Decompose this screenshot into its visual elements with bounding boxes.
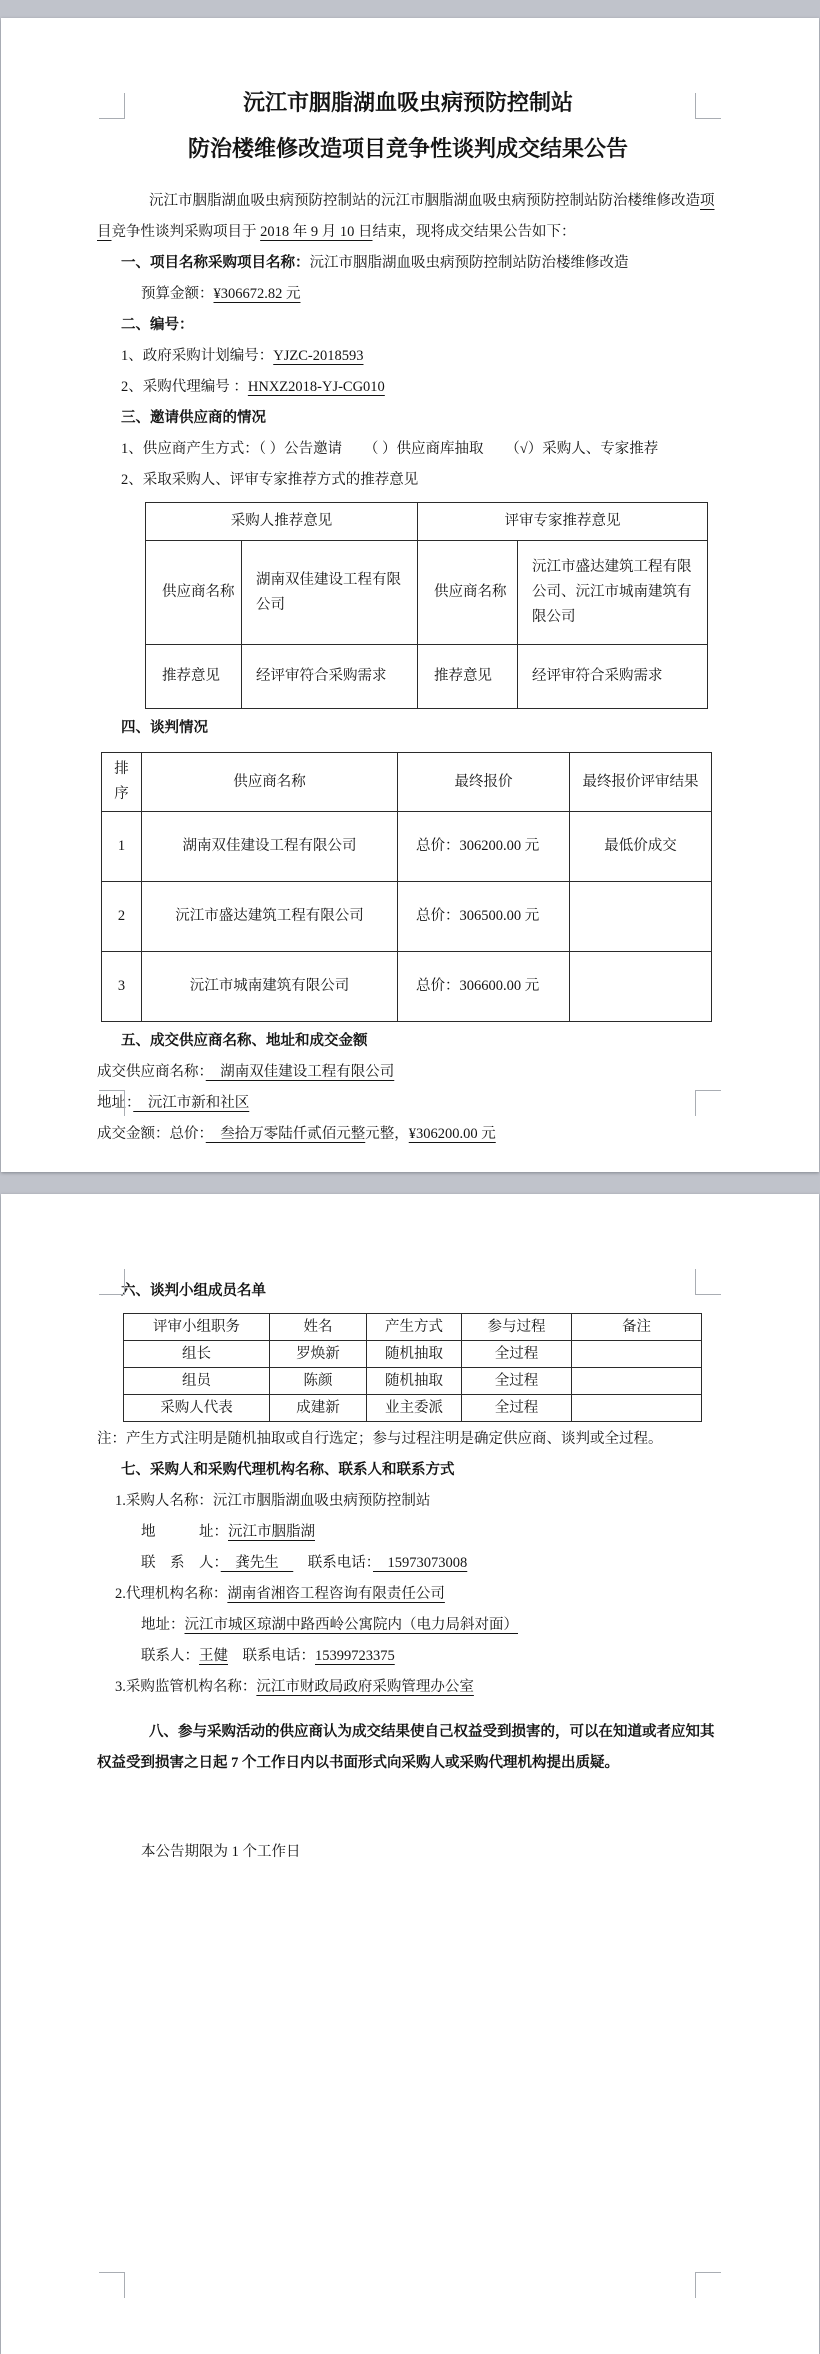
plan-number-line — [121, 341, 719, 372]
title-line-1: 沅江市胭脂湖血吸虫病预防控制站 — [242, 90, 573, 115]
table-cell: 总价：306500.00 元 — [398, 882, 570, 952]
table-cell: 罗焕新 — [270, 1341, 367, 1368]
table-cell: 经评审符合采购需求 — [242, 645, 418, 709]
agent-phone-value: 15399723375 — [315, 1648, 395, 1664]
table-row — [124, 1341, 702, 1368]
table-cell: 评审专家推荐意见 — [418, 503, 708, 541]
table-cell: 采购人代表 — [124, 1395, 270, 1422]
table-cell — [570, 882, 712, 952]
table-cell: 总价：306200.00 元 — [398, 812, 570, 882]
table-cell — [572, 1395, 702, 1422]
agent-address-line — [141, 1610, 719, 1641]
winner-name-label: 成交供应商名称： — [97, 1064, 206, 1080]
agent-name-line — [115, 1579, 719, 1610]
table-cell: 随机抽取 — [367, 1368, 462, 1395]
section-2-heading: 二、编号： — [121, 317, 194, 333]
table-cell: 评审小组职务 — [124, 1314, 270, 1341]
buyer-address-value: 沅江市胭脂湖 — [228, 1524, 315, 1540]
section-1-value: 沅江市胭脂湖血吸虫病预防控制站防治楼维修改造 — [309, 255, 629, 271]
winner-name-value: 湖南双佳建设工程有限公司 — [205, 1064, 395, 1080]
table-cell: 湖南双佳建设工程有限公司 — [142, 812, 398, 882]
section-7-heading: 七、采购人和采购代理机构名称、联系人和联系方式 — [121, 1462, 455, 1478]
budget-value: ¥306672.82 元 — [213, 286, 301, 302]
table-row — [146, 645, 708, 709]
table-row — [102, 952, 712, 1022]
buyer-address-line — [141, 1517, 719, 1548]
table-cell: 供应商名称 — [146, 541, 242, 645]
page-2 — [1, 1194, 819, 2354]
section-4-heading: 四、谈判情况 — [121, 720, 208, 736]
table-cell: 总价：306600.00 元 — [398, 952, 570, 1022]
table-cell: 沅江市盛达建筑工程有限公司 — [142, 882, 398, 952]
page-margin-mark-bottom-left — [99, 1090, 125, 1116]
table-cell: 经评审符合采购需求 — [518, 645, 708, 709]
winner-address-line — [97, 1088, 719, 1119]
table-cell — [572, 1341, 702, 1368]
intro-text-3: 结束，现将成交结果公告如下： — [372, 224, 576, 240]
intro-text-2: 竞争性谈判采购项目于 — [111, 224, 261, 240]
table-cell: 随机抽取 — [367, 1341, 462, 1368]
plan-number-label: 1、政府采购计划编号： — [121, 348, 274, 364]
deal-amount-line — [97, 1119, 719, 1150]
table-cell: 供应商名称 — [142, 753, 398, 812]
table-cell — [572, 1368, 702, 1395]
table-cell: 排 序 — [102, 753, 142, 812]
buyer-contact-label: 联 系 人： — [141, 1555, 221, 1571]
intro-underline-project: 项目 — [97, 193, 715, 240]
announcement-period-line: 本公告期限为 1 个工作日 — [141, 1844, 301, 1860]
table-row — [124, 1368, 702, 1395]
buyer-name-value: 沅江市胭脂湖血吸虫病预防控制站 — [212, 1493, 431, 1509]
table-cell: 沅江市盛达建筑工程有限公司、沅江市城南建筑有限公司 — [518, 541, 708, 645]
table-cell: 最终报价 — [398, 753, 570, 812]
deal-amount-number: ¥306200.00 元 — [408, 1126, 496, 1142]
deal-amount-label: 成交金额：总价： — [97, 1126, 206, 1142]
buyer-contact-line — [141, 1548, 719, 1579]
section-6-heading: 六、谈判小组成员名单 — [121, 1283, 266, 1299]
winner-address-label: 地址： — [97, 1095, 134, 1111]
buyer-name-line — [115, 1486, 719, 1517]
table-cell: 陈颜 — [270, 1368, 367, 1395]
buyer-phone-value: 15973073008 — [373, 1555, 468, 1571]
table-cell: 2 — [102, 882, 142, 952]
agent-phone-label: 联系电话： — [228, 1648, 315, 1664]
section-8-paragraph: 八、参与采购活动的供应商认为成交结果使自己权益受到损害的，可以在知道或者应知其权益受到损害之日起 7 个工作日内以书面形式向采购人或采购代理机构提出质疑。 — [97, 1724, 715, 1771]
agent-contact-label: 联系人： — [141, 1648, 199, 1664]
recommendation-line: 2、采取采购人、评审专家推荐方式的推荐意见 — [121, 472, 419, 488]
winner-name-line — [97, 1057, 719, 1088]
regulator-line — [115, 1672, 719, 1703]
buyer-address-label: 地 址： — [141, 1524, 228, 1540]
panel-members-table — [123, 1313, 702, 1422]
section-3-heading: 三、邀请供应商的情况 — [121, 410, 266, 426]
page-margin-mark-top-right — [695, 93, 721, 119]
table-cell: 推荐意见 — [146, 645, 242, 709]
agent-address-value: 沅江市城区琼湖中路西岭公寓院内（电力局斜对面） — [184, 1617, 518, 1633]
table-cell: 推荐意见 — [418, 645, 518, 709]
table-row — [146, 541, 708, 645]
panel-note: 注：产生方式注明是随机抽取或自行选定；参与过程注明是确定供应商、谈判或全过程。 — [97, 1431, 663, 1447]
agency-number-label: 2、采购代理编号 ： — [121, 379, 248, 395]
agent-contact-value: 王健 — [199, 1648, 228, 1664]
agent-address-label: 地址： — [141, 1617, 185, 1633]
table-cell: 沅江市城南建筑有限公司 — [142, 952, 398, 1022]
page-margin-mark-top-left — [99, 1269, 125, 1295]
buyer-phone-label: 联系电话： — [293, 1555, 373, 1571]
table-cell: 成建新 — [270, 1395, 367, 1422]
agent-name-label: 2.代理机构名称： — [115, 1586, 228, 1602]
table-row — [102, 882, 712, 952]
document-title — [97, 18, 719, 172]
table-cell: 组员 — [124, 1368, 270, 1395]
negotiation-table — [101, 752, 712, 1022]
table-cell: 产生方式 — [367, 1314, 462, 1341]
table-cell: 全过程 — [462, 1368, 572, 1395]
intro-text: 沅江市胭脂湖血吸虫病预防控制站的沅江市胭脂湖血吸虫病预防控制站防治楼维修改造 — [149, 193, 700, 209]
table-cell: 备注 — [572, 1314, 702, 1341]
plan-number-value: YJZC-2018593 — [273, 348, 364, 364]
table-row — [102, 812, 712, 882]
regulator-value: 沅江市财政局政府采购管理办公室 — [256, 1679, 474, 1695]
table-row — [102, 753, 712, 812]
deal-amount-mid: 元整， — [365, 1126, 409, 1142]
table-cell: 最终报价评审结果 — [570, 753, 712, 812]
buyer-contact-value: 龚先生 — [220, 1555, 294, 1571]
supplier-method-line: 1、供应商产生方式：（ ）公告邀请 （ ）供应商库抽取 （√）采购人、专家推荐 — [121, 441, 659, 457]
table-cell — [570, 952, 712, 1022]
page-margin-mark-top-left — [99, 93, 125, 119]
page-margin-mark-top-right — [695, 1269, 721, 1295]
table-cell: 全过程 — [462, 1395, 572, 1422]
budget-label: 预算金额： — [141, 286, 214, 302]
agency-number-line — [121, 372, 719, 403]
regulator-label: 3.采购监管机构名称： — [115, 1679, 257, 1695]
table-cell: 姓名 — [270, 1314, 367, 1341]
section-1-project-name — [121, 248, 719, 279]
agency-number-value: HNXZ2018-YJ-CG010 — [247, 379, 385, 395]
page-margin-mark-bottom-right — [695, 2272, 721, 2298]
table-cell: 最低价成交 — [570, 812, 712, 882]
table-cell: 3 — [102, 952, 142, 1022]
table-row — [146, 503, 708, 541]
budget-line — [141, 279, 719, 310]
table-cell: 湖南双佳建设工程有限公司 — [242, 541, 418, 645]
winner-address-value: 沅江市新和社区 — [133, 1095, 250, 1111]
agent-name-value: 湖南省湘咨工程咨询有限责任公司 — [227, 1586, 445, 1602]
table-cell: 采购人推荐意见 — [146, 503, 418, 541]
table-row — [124, 1314, 702, 1341]
page-margin-mark-bottom-left — [99, 2272, 125, 2298]
buyer-name-label: 1.采购人名称： — [115, 1493, 213, 1509]
intro-paragraph — [97, 186, 719, 248]
page-1 — [1, 18, 819, 1172]
page-margin-mark-bottom-right — [695, 1090, 721, 1116]
section-1-label: 一、项目名称采购项目名称： — [121, 255, 310, 271]
table-cell: 1 — [102, 812, 142, 882]
agent-contact-line — [141, 1641, 719, 1672]
recommendation-table — [145, 502, 708, 709]
title-line-2: 防治楼维修改造项目竞争性谈判成交结果公告 — [187, 136, 628, 161]
table-cell: 业主委派 — [367, 1395, 462, 1422]
section-5-heading: 五、成交供应商名称、地址和成交金额 — [121, 1033, 368, 1049]
deal-amount-chinese: 叁拾万零陆仟贰佰元整 — [205, 1126, 366, 1142]
table-cell: 组长 — [124, 1341, 270, 1368]
table-cell: 供应商名称 — [418, 541, 518, 645]
table-cell: 参与过程 — [462, 1314, 572, 1341]
table-row — [124, 1395, 702, 1422]
intro-underline-date: 2018 年 9 月 10 日 — [260, 224, 373, 240]
table-cell: 全过程 — [462, 1341, 572, 1368]
